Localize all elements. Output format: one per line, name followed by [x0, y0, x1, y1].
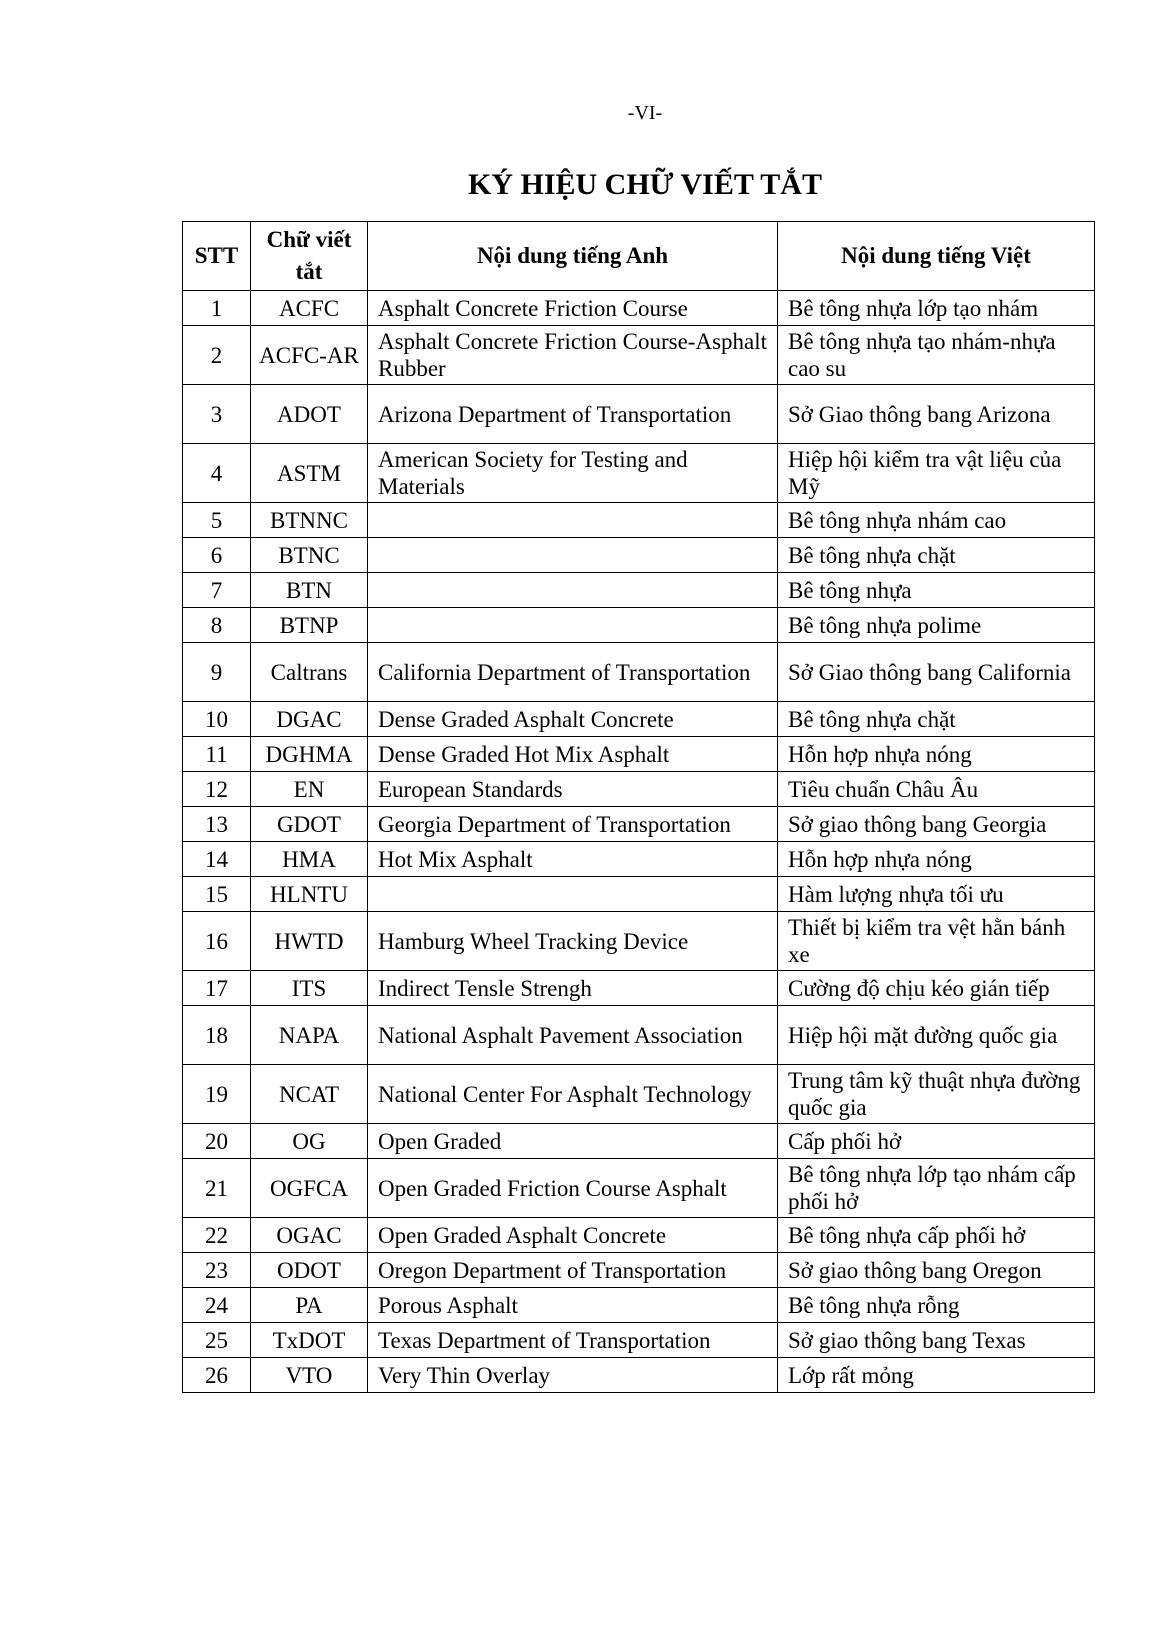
table-row [183, 912, 1095, 971]
row-english-content: California Department of Transportation [368, 643, 778, 702]
row-english-content [368, 573, 778, 608]
row-abbreviation: BTN [251, 573, 368, 608]
row-vietnamese-content: Bê tông nhựa lớp tạo nhám [778, 291, 1095, 326]
row-stt: 3 [183, 385, 251, 444]
row-abbreviation: EN [251, 772, 368, 807]
row-english-content [368, 877, 778, 912]
row-vietnamese-content: Bê tông nhựa nhám cao [778, 503, 1095, 538]
row-vietnamese-content: Hỗn hợp nhựa nóng [778, 737, 1095, 772]
row-english-content: American Society for Testing and Materials [368, 444, 778, 503]
row-english-content: Open Graded [368, 1124, 778, 1159]
row-abbreviation: BTNNC [251, 503, 368, 538]
table-row [183, 1288, 1095, 1323]
table-row [183, 1218, 1095, 1253]
row-vietnamese-content: Hỗn hợp nhựa nóng [778, 842, 1095, 877]
row-abbreviation: TxDOT [251, 1323, 368, 1358]
row-stt: 13 [183, 807, 251, 842]
row-stt: 19 [183, 1065, 251, 1124]
header-stt: STT [183, 222, 251, 291]
table-row [183, 1065, 1095, 1124]
row-english-content: Asphalt Concrete Friction Course-Asphalt Rubber [368, 326, 778, 385]
row-english-content: Open Graded Asphalt Concrete [368, 1218, 778, 1253]
row-abbreviation: HLNTU [251, 877, 368, 912]
table-row [183, 326, 1095, 385]
row-stt: 4 [183, 444, 251, 503]
row-english-content: Asphalt Concrete Friction Course [368, 291, 778, 326]
row-stt: 17 [183, 971, 251, 1006]
page-number: -VI- [627, 102, 663, 124]
row-abbreviation: HWTD [251, 912, 368, 971]
table-row [183, 772, 1095, 807]
row-vietnamese-content: Trung tâm kỹ thuật nhựa đường quốc gia [778, 1065, 1095, 1124]
header-vietnamese-content: Nội dung tiếng Việt [778, 222, 1095, 291]
table-row [183, 608, 1095, 643]
row-vietnamese-content: Sở Giao thông bang California [778, 643, 1095, 702]
table-row [183, 643, 1095, 702]
row-stt: 15 [183, 877, 251, 912]
table-row [183, 1159, 1095, 1218]
row-stt: 20 [183, 1124, 251, 1159]
row-abbreviation: OGAC [251, 1218, 368, 1253]
table-row [183, 503, 1095, 538]
row-english-content: Texas Department of Transportation [368, 1323, 778, 1358]
table-body [183, 291, 1095, 1393]
row-abbreviation: OGFCA [251, 1159, 368, 1218]
row-vietnamese-content: Thiết bị kiểm tra vệt hằn bánh xe [778, 912, 1095, 971]
table-row [183, 291, 1095, 326]
table-row [183, 444, 1095, 503]
row-english-content: Dense Graded Asphalt Concrete [368, 702, 778, 737]
row-english-content [368, 503, 778, 538]
row-vietnamese-content: Bê tông nhựa chặt [778, 702, 1095, 737]
row-abbreviation: BTNP [251, 608, 368, 643]
row-vietnamese-content: Sở giao thông bang Texas [778, 1323, 1095, 1358]
row-abbreviation: NCAT [251, 1065, 368, 1124]
header-english-content: Nội dung tiếng Anh [368, 222, 778, 291]
table-row [183, 1124, 1095, 1159]
row-vietnamese-content: Hiệp hội mặt đường quốc gia [778, 1006, 1095, 1065]
table-row [183, 877, 1095, 912]
row-vietnamese-content: Bê tông nhựa chặt [778, 538, 1095, 573]
row-english-content: Indirect Tensle Strengh [368, 971, 778, 1006]
row-vietnamese-content: Bê tông nhựa rỗng [778, 1288, 1095, 1323]
row-english-content: Hamburg Wheel Tracking Device [368, 912, 778, 971]
row-abbreviation: GDOT [251, 807, 368, 842]
table-row [183, 385, 1095, 444]
row-stt: 23 [183, 1253, 251, 1288]
table-row [183, 737, 1095, 772]
row-stt: 5 [183, 503, 251, 538]
row-stt: 14 [183, 842, 251, 877]
row-vietnamese-content: Sở giao thông bang Georgia [778, 807, 1095, 842]
table-row [183, 573, 1095, 608]
row-abbreviation: ACFC-AR [251, 326, 368, 385]
row-stt: 10 [183, 702, 251, 737]
row-stt: 21 [183, 1159, 251, 1218]
table-row [183, 1323, 1095, 1358]
row-stt: 26 [183, 1358, 251, 1393]
row-abbreviation: HMA [251, 842, 368, 877]
table-row [183, 842, 1095, 877]
table-row [183, 971, 1095, 1006]
row-english-content [368, 538, 778, 573]
row-english-content: National Center For Asphalt Technology [368, 1065, 778, 1124]
table-row [183, 1358, 1095, 1393]
row-abbreviation: PA [251, 1288, 368, 1323]
row-stt: 12 [183, 772, 251, 807]
row-english-content: National Asphalt Pavement Association [368, 1006, 778, 1065]
table-row [183, 702, 1095, 737]
table-header-row [183, 222, 1095, 291]
row-english-content: Oregon Department of Transportation [368, 1253, 778, 1288]
row-abbreviation: ODOT [251, 1253, 368, 1288]
row-abbreviation: ADOT [251, 385, 368, 444]
row-abbreviation: ACFC [251, 291, 368, 326]
row-stt: 22 [183, 1218, 251, 1253]
row-vietnamese-content: Bê tông nhựa [778, 573, 1095, 608]
row-vietnamese-content: Sở giao thông bang Oregon [778, 1253, 1095, 1288]
row-vietnamese-content: Bê tông nhựa cấp phối hở [778, 1218, 1095, 1253]
abbreviation-table [182, 221, 1095, 1393]
row-abbreviation: ASTM [251, 444, 368, 503]
row-stt: 7 [183, 573, 251, 608]
row-abbreviation: DGAC [251, 702, 368, 737]
table-row [183, 807, 1095, 842]
row-vietnamese-content: Cường độ chịu kéo gián tiếp [778, 971, 1095, 1006]
row-stt: 1 [183, 291, 251, 326]
row-english-content: Dense Graded Hot Mix Asphalt [368, 737, 778, 772]
row-english-content: Hot Mix Asphalt [368, 842, 778, 877]
row-vietnamese-content: Sở Giao thông bang Arizona [778, 385, 1095, 444]
row-vietnamese-content: Tiêu chuẩn Châu Âu [778, 772, 1095, 807]
row-stt: 16 [183, 912, 251, 971]
row-abbreviation: ITS [251, 971, 368, 1006]
table-row [183, 1006, 1095, 1065]
table-row [183, 538, 1095, 573]
row-abbreviation: VTO [251, 1358, 368, 1393]
row-stt: 11 [183, 737, 251, 772]
row-vietnamese-content: Hiệp hội kiểm tra vật liệu của Mỹ [778, 444, 1095, 503]
row-abbreviation: BTNC [251, 538, 368, 573]
row-english-content: Arizona Department of Transportation [368, 385, 778, 444]
row-vietnamese-content: Bê tông nhựa tạo nhám-nhựa cao su [778, 326, 1095, 385]
row-english-content: Porous Asphalt [368, 1288, 778, 1323]
row-stt: 8 [183, 608, 251, 643]
row-vietnamese-content: Bê tông nhựa lớp tạo nhám cấp phối hở [778, 1159, 1095, 1218]
row-abbreviation: DGHMA [251, 737, 368, 772]
row-vietnamese-content: Hàm lượng nhựa tối ưu [778, 877, 1095, 912]
header-abbreviation: Chữ viết tắt [251, 222, 368, 291]
row-vietnamese-content: Cấp phối hở [778, 1124, 1095, 1159]
row-stt: 2 [183, 326, 251, 385]
table-row [183, 1253, 1095, 1288]
row-english-content: Open Graded Friction Course Asphalt [368, 1159, 778, 1218]
row-vietnamese-content: Lớp rất mỏng [778, 1358, 1095, 1393]
row-vietnamese-content: Bê tông nhựa polime [778, 608, 1095, 643]
row-stt: 25 [183, 1323, 251, 1358]
row-stt: 9 [183, 643, 251, 702]
row-stt: 18 [183, 1006, 251, 1065]
row-english-content: European Standards [368, 772, 778, 807]
row-english-content: Georgia Department of Transportation [368, 807, 778, 842]
row-english-content [368, 608, 778, 643]
row-abbreviation: NAPA [251, 1006, 368, 1065]
row-stt: 6 [183, 538, 251, 573]
row-abbreviation: Caltrans [251, 643, 368, 702]
row-stt: 24 [183, 1288, 251, 1323]
row-english-content: Very Thin Overlay [368, 1358, 778, 1393]
row-abbreviation: OG [251, 1124, 368, 1159]
page-title: KÝ HIỆU CHỮ VIẾT TẮT [468, 168, 822, 201]
